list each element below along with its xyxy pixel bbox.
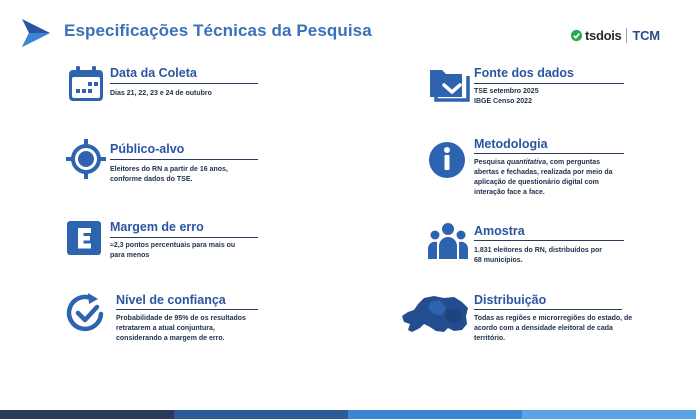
tsdois-logo-text: tsdois <box>585 27 622 43</box>
spec-body <box>116 314 246 344</box>
footer-segment <box>348 410 522 419</box>
footer-segment <box>522 410 696 419</box>
info-icon <box>428 136 470 178</box>
spec-body-line: interação face a face. <box>474 189 545 196</box>
spec-body-line: considerando a margem de erro. <box>116 335 225 342</box>
letter-e-icon <box>66 218 108 260</box>
footer-segment <box>0 410 174 419</box>
spec-body <box>474 314 632 344</box>
spec-body <box>474 87 539 107</box>
spec-body-line: Dias 21, 22, 23 e 24 de outubro <box>110 90 212 97</box>
spec-body-line: acordo com a densidade eleitoral de cada <box>474 325 613 332</box>
spec-heading: Metodologia <box>474 137 548 151</box>
divider <box>110 159 258 160</box>
spec-body-line: abertas e fechadas, realizada por meio da <box>474 169 613 176</box>
spec-text: , com perguntas <box>545 159 601 166</box>
divider <box>110 83 258 84</box>
spec-text: Pesquisa <box>474 159 507 166</box>
tsdois-mark-icon <box>570 29 583 42</box>
spec-body-line: 68 municípios. <box>474 257 523 264</box>
spec-heading: Margem de erro <box>110 220 204 234</box>
spec-body-line: conforme dados do TSE. <box>110 176 193 183</box>
spec-body <box>110 241 235 261</box>
page-title: Especificações Técnicas da Pesquisa <box>64 21 372 40</box>
spec-body-line: 1.831 eleitores do RN, distribuídos por <box>474 247 602 254</box>
spec-body <box>110 165 228 185</box>
spec-body <box>110 89 212 99</box>
spec-body <box>474 158 613 198</box>
spec-heading: Nível de confiança <box>116 293 226 307</box>
spec-heading: Amostra <box>474 224 525 238</box>
divider <box>474 309 622 310</box>
target-icon <box>66 138 108 180</box>
divider <box>116 309 258 310</box>
spec-body-line: território. <box>474 335 506 342</box>
tcm-logo: TCM <box>632 27 660 43</box>
spec-body-line: Eleitores do RN a partir de 16 anos, <box>110 166 228 173</box>
divider <box>474 83 624 84</box>
brand-divider <box>626 28 627 43</box>
brand-logos <box>570 25 660 45</box>
spec-heading: Data da Coleta <box>110 66 197 80</box>
footer-segment <box>174 410 348 419</box>
calendar-icon <box>66 64 108 106</box>
spec-body-line: IBGE Censo 2022 <box>474 98 532 105</box>
divider <box>474 240 624 241</box>
spec-body <box>474 246 602 266</box>
check-circle-icon <box>66 292 108 334</box>
spec-text-italic: quantitativa <box>506 159 546 166</box>
divider <box>474 153 624 154</box>
folder-download-icon <box>428 64 470 106</box>
brand-arrow-icon <box>20 17 52 49</box>
spec-heading: Distribuição <box>474 293 547 307</box>
footer-color-bar <box>0 410 696 419</box>
spec-body-line: TSE setembro 2025 <box>474 88 539 95</box>
spec-body-line: Probabilidade de 95% de os resultados <box>116 315 246 322</box>
tsdois-logo <box>570 28 621 43</box>
people-group-icon <box>428 220 470 262</box>
spec-heading: Público-alvo <box>110 142 185 156</box>
spec-body-line <box>474 158 613 168</box>
divider <box>110 237 258 238</box>
rn-state-map-icon <box>400 294 470 338</box>
spec-body-line: aplicação de questionário digital com <box>474 179 599 186</box>
spec-body-line: para menos <box>110 252 150 259</box>
spec-body-line: ≈2,3 pontos percentuais para mais ou <box>110 242 236 249</box>
spec-heading: Fonte dos dados <box>474 66 574 80</box>
spec-body-line: retratarem a atual conjuntura, <box>116 325 215 332</box>
spec-body-line: Todas as regiões e microrregiões do estado, de <box>474 315 633 322</box>
